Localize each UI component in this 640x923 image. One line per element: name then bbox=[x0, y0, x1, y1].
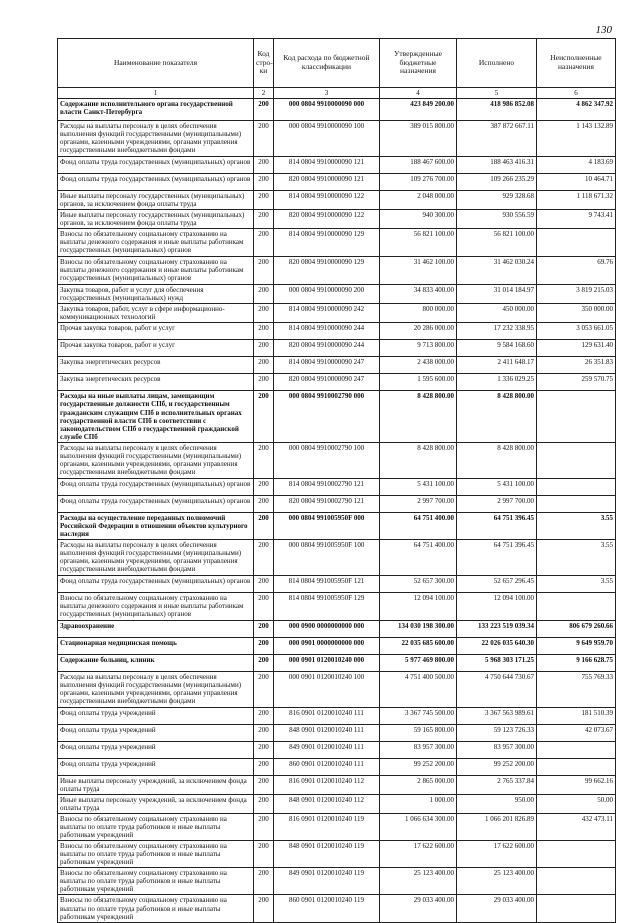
row-indicator-name: Фонд оплаты труда государственных (муниципальных) органов bbox=[58, 157, 254, 174]
row-executed: 1 066 201 826.89 bbox=[457, 814, 537, 841]
row-executed: 59 123 726.33 bbox=[457, 724, 537, 741]
row-expense-code: 000 0804 9910000090 100 bbox=[274, 121, 380, 157]
row-approved: 134 030 198 300.00 bbox=[380, 620, 457, 637]
row-expense-code: 820 0804 9910002790 121 bbox=[274, 495, 380, 512]
table-row bbox=[58, 758, 616, 775]
table-row bbox=[58, 257, 616, 285]
row-remaining: 3 053 661.05 bbox=[537, 323, 616, 340]
row-indicator-name: Стационарная медицинская помощь bbox=[58, 637, 254, 654]
row-remaining: 259 570.75 bbox=[537, 374, 616, 391]
row-executed: 8 428 800.00 bbox=[457, 442, 537, 478]
row-approved: 59 165 800.00 bbox=[380, 724, 457, 741]
row-indicator-name: Взносы по обязательному социальному страхованию на выплаты по оплате труда работников и иные выплаты работникам учреждений bbox=[58, 841, 254, 868]
row-executed: 52 657 296.45 bbox=[457, 575, 537, 592]
row-indicator-name: Расходы на иные выплаты лицам, замещающим государственные должности СПб, и государственным гражданским служащим СПб в исполнительных органах государственной власти СПб в соответствии с законодательством СПб о государственной гражданской службе СПб bbox=[58, 391, 254, 442]
header-approved: Утвержденные бюджетные назначения bbox=[380, 39, 457, 88]
column-number: 2 bbox=[254, 88, 274, 99]
row-line-code: 200 bbox=[254, 654, 274, 671]
row-remaining bbox=[537, 895, 616, 922]
table-row bbox=[58, 512, 616, 539]
row-expense-code: 848 0901 0120010240 111 bbox=[274, 724, 380, 741]
row-expense-code: 820 0804 9910000090 247 bbox=[274, 374, 380, 391]
row-approved: 2 438 000.00 bbox=[380, 357, 457, 374]
row-indicator-name: Закупка энергетических ресурсов bbox=[58, 357, 254, 374]
row-remaining bbox=[537, 229, 616, 257]
row-approved: 31 462 100.00 bbox=[380, 257, 457, 285]
table-row bbox=[58, 868, 616, 895]
row-expense-code: 848 0901 0120010240 119 bbox=[274, 841, 380, 868]
row-remaining: 10 464.71 bbox=[537, 174, 616, 191]
row-line-code: 200 bbox=[254, 285, 274, 304]
table-row bbox=[58, 391, 616, 442]
row-approved: 1 066 634 300.00 bbox=[380, 814, 457, 841]
row-indicator-name: Содержание больниц, клиник bbox=[58, 654, 254, 671]
row-approved: 1 595 600.00 bbox=[380, 374, 457, 391]
row-approved: 22 035 685 600.00 bbox=[380, 637, 457, 654]
row-remaining: 3.55 bbox=[537, 539, 616, 575]
row-remaining bbox=[537, 741, 616, 758]
column-number: 3 bbox=[274, 88, 380, 99]
column-number: 5 bbox=[457, 88, 537, 99]
row-executed: 9 584 168.60 bbox=[457, 340, 537, 357]
table-row bbox=[58, 620, 616, 637]
row-indicator-name: Закупка товаров, работ, услуг в сфере информационно-коммуникационных технологий bbox=[58, 304, 254, 323]
row-expense-code: 848 0901 0120010240 112 bbox=[274, 794, 380, 813]
table-row bbox=[58, 121, 616, 157]
row-indicator-name: Прочая закупка товаров, работ и услуг bbox=[58, 323, 254, 340]
row-remaining: 99 662.16 bbox=[537, 775, 616, 794]
row-remaining: 9 649 959.70 bbox=[537, 637, 616, 654]
row-line-code: 200 bbox=[254, 495, 274, 512]
row-approved: 64 751 400.00 bbox=[380, 512, 457, 539]
row-line-code: 200 bbox=[254, 121, 274, 157]
row-expense-code: 816 0901 0120010240 111 bbox=[274, 707, 380, 724]
table-row bbox=[58, 157, 616, 174]
row-line-code: 200 bbox=[254, 620, 274, 637]
row-line-code: 200 bbox=[254, 229, 274, 257]
budget-report-table bbox=[57, 38, 616, 923]
row-indicator-name: Взносы по обязательному социальному страхованию на выплаты по оплате труда работников и иные выплаты работникам учреждений bbox=[58, 868, 254, 895]
table-row bbox=[58, 741, 616, 758]
row-remaining: 432 473.11 bbox=[537, 814, 616, 841]
row-executed: 450 000.00 bbox=[457, 304, 537, 323]
row-line-code: 200 bbox=[254, 741, 274, 758]
row-indicator-name: Фонд оплаты труда учреждений bbox=[58, 707, 254, 724]
row-approved: 25 123 400.00 bbox=[380, 868, 457, 895]
row-line-code: 200 bbox=[254, 814, 274, 841]
row-remaining bbox=[537, 478, 616, 495]
row-expense-code: 814 0804 9910000090 122 bbox=[274, 191, 380, 210]
row-line-code: 200 bbox=[254, 257, 274, 285]
row-executed: 99 252 200.00 bbox=[457, 758, 537, 775]
row-executed: 188 463 416.31 bbox=[457, 157, 537, 174]
row-line-code: 200 bbox=[254, 442, 274, 478]
row-line-code: 200 bbox=[254, 210, 274, 229]
row-approved: 12 094 100.00 bbox=[380, 592, 457, 620]
row-remaining: 69.76 bbox=[537, 257, 616, 285]
row-executed: 950.00 bbox=[457, 794, 537, 813]
row-executed: 2 997 700.00 bbox=[457, 495, 537, 512]
table-row bbox=[58, 229, 616, 257]
row-approved: 29 033 400.00 bbox=[380, 895, 457, 922]
row-indicator-name: Расходы на выплаты персоналу в целях обеспечения выполнения функций государственными (муниципальными) органами, казенными учреждениями, органами управления государственными внебюджетными фондами bbox=[58, 539, 254, 575]
row-approved: 34 833 400.00 bbox=[380, 285, 457, 304]
row-executed: 31 462 030.24 bbox=[457, 257, 537, 285]
row-line-code: 200 bbox=[254, 357, 274, 374]
row-expense-code: 820 0804 9910000090 129 bbox=[274, 257, 380, 285]
row-line-code: 200 bbox=[254, 539, 274, 575]
row-approved: 8 428 800.00 bbox=[380, 442, 457, 478]
row-expense-code: 000 0901 0120010240 000 bbox=[274, 654, 380, 671]
row-executed: 5 431 100.00 bbox=[457, 478, 537, 495]
row-remaining bbox=[537, 442, 616, 478]
row-approved: 3 367 745 500.00 bbox=[380, 707, 457, 724]
row-expense-code: 849 0901 0120010240 119 bbox=[274, 868, 380, 895]
row-expense-code: 000 0804 991005950F 100 bbox=[274, 539, 380, 575]
row-executed: 109 266 235.29 bbox=[457, 174, 537, 191]
row-line-code: 200 bbox=[254, 340, 274, 357]
row-indicator-name: Фонд оплаты труда учреждений bbox=[58, 758, 254, 775]
table-row bbox=[58, 814, 616, 841]
row-approved: 99 252 200.00 bbox=[380, 758, 457, 775]
row-expense-code: 816 0901 0120010240 112 bbox=[274, 775, 380, 794]
row-indicator-name: Содержание исполнительного органа государственной власти Санкт-Петербурга bbox=[58, 99, 254, 121]
header-expense-code: Код расхода по бюджетной классификации bbox=[274, 39, 380, 88]
row-expense-code: 000 0901 0000000000 000 bbox=[274, 637, 380, 654]
row-line-code: 200 bbox=[254, 895, 274, 922]
row-remaining: 3.55 bbox=[537, 512, 616, 539]
row-expense-code: 000 0804 9910002790 000 bbox=[274, 391, 380, 442]
table-row bbox=[58, 478, 616, 495]
row-remaining bbox=[537, 868, 616, 895]
row-executed: 22 026 035 640.30 bbox=[457, 637, 537, 654]
row-remaining bbox=[537, 391, 616, 442]
row-executed: 64 751 396.45 bbox=[457, 512, 537, 539]
column-number: 1 bbox=[58, 88, 254, 99]
row-remaining bbox=[537, 495, 616, 512]
row-line-code: 200 bbox=[254, 868, 274, 895]
table-body bbox=[58, 99, 616, 923]
row-remaining: 129 631.40 bbox=[537, 340, 616, 357]
row-expense-code: 814 0804 9910000090 129 bbox=[274, 229, 380, 257]
row-executed: 4 750 644 730.67 bbox=[457, 671, 537, 707]
row-executed: 17 622 600.00 bbox=[457, 841, 537, 868]
table-row bbox=[58, 575, 616, 592]
row-approved: 20 286 000.00 bbox=[380, 323, 457, 340]
row-line-code: 200 bbox=[254, 478, 274, 495]
row-approved: 9 713 800.00 bbox=[380, 340, 457, 357]
row-remaining bbox=[537, 592, 616, 620]
row-expense-code: 820 0804 9910000090 121 bbox=[274, 174, 380, 191]
row-remaining: 350 000.00 bbox=[537, 304, 616, 323]
header-indicator-name: Наименование показателя bbox=[58, 39, 254, 88]
table-row bbox=[58, 794, 616, 813]
row-line-code: 200 bbox=[254, 707, 274, 724]
row-expense-code: 814 0804 991005950F 121 bbox=[274, 575, 380, 592]
row-line-code: 200 bbox=[254, 758, 274, 775]
row-remaining bbox=[537, 758, 616, 775]
row-approved: 188 467 600.00 bbox=[380, 157, 457, 174]
row-expense-code: 814 0804 9910000090 242 bbox=[274, 304, 380, 323]
row-indicator-name: Фонд оплаты труда учреждений bbox=[58, 724, 254, 741]
table-header-row bbox=[58, 39, 616, 88]
row-executed: 418 986 852.08 bbox=[457, 99, 537, 121]
header-line-code: Код стро- ки bbox=[254, 39, 274, 88]
row-remaining: 4 183.69 bbox=[537, 157, 616, 174]
row-expense-code: 000 0804 991005950F 000 bbox=[274, 512, 380, 539]
row-approved: 5 977 469 800.00 bbox=[380, 654, 457, 671]
row-expense-code: 820 0804 9910000090 122 bbox=[274, 210, 380, 229]
row-remaining: 806 679 260.66 bbox=[537, 620, 616, 637]
row-remaining: 181 510.39 bbox=[537, 707, 616, 724]
row-line-code: 200 bbox=[254, 671, 274, 707]
row-executed: 64 751 396.45 bbox=[457, 539, 537, 575]
row-indicator-name: Закупка товаров, работ и услуг для обеспечения государственных (муниципальных) нужд bbox=[58, 285, 254, 304]
row-approved: 5 431 100.00 bbox=[380, 478, 457, 495]
row-line-code: 200 bbox=[254, 374, 274, 391]
row-executed: 83 957 300.00 bbox=[457, 741, 537, 758]
row-expense-code: 860 0901 0120010240 119 bbox=[274, 895, 380, 922]
row-executed: 2 411 648.17 bbox=[457, 357, 537, 374]
row-approved: 52 657 300.00 bbox=[380, 575, 457, 592]
row-line-code: 200 bbox=[254, 575, 274, 592]
row-remaining: 42 073.67 bbox=[537, 724, 616, 741]
row-line-code: 200 bbox=[254, 592, 274, 620]
row-indicator-name: Иные выплаты персоналу учреждений, за исключением фонда оплаты труда bbox=[58, 775, 254, 794]
row-indicator-name: Расходы на выплаты персоналу в целях обеспечения выполнения функций государственными (муниципальными) органами, казенными учреждениями, органами управления государственными внебюджетными фондами bbox=[58, 121, 254, 157]
row-executed: 929 328.68 bbox=[457, 191, 537, 210]
table-row bbox=[58, 495, 616, 512]
row-line-code: 200 bbox=[254, 775, 274, 794]
header-remaining: Неисполненные назначения bbox=[537, 39, 616, 88]
row-remaining: 755 769.33 bbox=[537, 671, 616, 707]
row-line-code: 200 bbox=[254, 841, 274, 868]
table-row bbox=[58, 357, 616, 374]
row-approved: 64 751 400.00 bbox=[380, 539, 457, 575]
row-approved: 423 849 200.00 bbox=[380, 99, 457, 121]
row-approved: 940 300.00 bbox=[380, 210, 457, 229]
row-line-code: 200 bbox=[254, 391, 274, 442]
table-row bbox=[58, 724, 616, 741]
row-indicator-name: Взносы по обязательному социальному страхованию на выплаты денежного содержания и иные выплаты работникам государственных (муниципальных) органов bbox=[58, 592, 254, 620]
row-remaining: 50.00 bbox=[537, 794, 616, 813]
row-line-code: 200 bbox=[254, 191, 274, 210]
row-remaining: 3.55 bbox=[537, 575, 616, 592]
table-row bbox=[58, 895, 616, 922]
table-row bbox=[58, 654, 616, 671]
row-line-code: 200 bbox=[254, 157, 274, 174]
table-row bbox=[58, 340, 616, 357]
row-line-code: 200 bbox=[254, 794, 274, 813]
row-approved: 17 622 600.00 bbox=[380, 841, 457, 868]
row-executed: 1 336 029.25 bbox=[457, 374, 537, 391]
table-row bbox=[58, 304, 616, 323]
row-executed: 12 094 100.00 bbox=[457, 592, 537, 620]
row-line-code: 200 bbox=[254, 99, 274, 121]
row-executed: 56 821 100.00 bbox=[457, 229, 537, 257]
table-row bbox=[58, 174, 616, 191]
table-row bbox=[58, 191, 616, 210]
row-indicator-name: Расходы на выплаты персоналу в целях обеспечения выполнения функций государственными (муниципальными) органами, казенными учреждениями, органами управления государственными внебюджетными фондами bbox=[58, 442, 254, 478]
table-row bbox=[58, 539, 616, 575]
row-expense-code: 000 0901 0120010240 100 bbox=[274, 671, 380, 707]
row-line-code: 200 bbox=[254, 724, 274, 741]
row-remaining: 1 143 132.89 bbox=[537, 121, 616, 157]
row-approved: 109 276 700.00 bbox=[380, 174, 457, 191]
row-indicator-name: Фонд оплаты труда государственных (муниципальных) органов bbox=[58, 478, 254, 495]
row-approved: 8 428 800.00 bbox=[380, 391, 457, 442]
column-number: 6 bbox=[537, 88, 616, 99]
table-row bbox=[58, 99, 616, 121]
row-indicator-name: Фонд оплаты труда государственных (муниципальных) органов bbox=[58, 495, 254, 512]
row-remaining: 9 166 628.75 bbox=[537, 654, 616, 671]
row-executed: 17 232 338.95 bbox=[457, 323, 537, 340]
row-expense-code: 814 0804 9910000090 247 bbox=[274, 357, 380, 374]
table-row bbox=[58, 671, 616, 707]
row-expense-code: 814 0804 9910000090 121 bbox=[274, 157, 380, 174]
row-indicator-name: Иные выплаты персоналу государственных (муниципальных) органов, за исключением фонда оплаты труда bbox=[58, 191, 254, 210]
row-indicator-name: Расходы на выплаты персоналу в целях обеспечения выполнения функций государственными (муниципальными) органами, казенными учреждениями, органами управления государственными внебюджетными фондами bbox=[58, 671, 254, 707]
row-approved: 1 000.00 bbox=[380, 794, 457, 813]
table-row bbox=[58, 210, 616, 229]
table-row bbox=[58, 707, 616, 724]
row-remaining: 4 862 347.92 bbox=[537, 99, 616, 121]
row-expense-code: 814 0804 9910000090 244 bbox=[274, 323, 380, 340]
header-executed: Исполнено bbox=[457, 39, 537, 88]
page-number: 130 bbox=[595, 24, 612, 36]
row-approved: 2 865 000.00 bbox=[380, 775, 457, 794]
row-executed: 29 033 400.00 bbox=[457, 895, 537, 922]
row-executed: 387 872 667.11 bbox=[457, 121, 537, 157]
table-row bbox=[58, 637, 616, 654]
row-expense-code: 000 0804 9910000090 200 bbox=[274, 285, 380, 304]
table-row bbox=[58, 592, 616, 620]
row-indicator-name: Здравоохранение bbox=[58, 620, 254, 637]
row-approved: 389 015 800.00 bbox=[380, 121, 457, 157]
table-row bbox=[58, 374, 616, 391]
row-expense-code: 000 0804 9910000090 000 bbox=[274, 99, 380, 121]
row-expense-code: 816 0901 0120010240 119 bbox=[274, 814, 380, 841]
row-indicator-name: Закупка энергетических ресурсов bbox=[58, 374, 254, 391]
column-number-row bbox=[58, 88, 616, 99]
row-indicator-name: Прочая закупка товаров, работ и услуг bbox=[58, 340, 254, 357]
row-line-code: 200 bbox=[254, 637, 274, 654]
row-executed: 25 123 400.00 bbox=[457, 868, 537, 895]
table-row bbox=[58, 442, 616, 478]
row-expense-code: 000 0804 9910002790 100 bbox=[274, 442, 380, 478]
column-number: 4 bbox=[380, 88, 457, 99]
row-expense-code: 860 0901 0120010240 111 bbox=[274, 758, 380, 775]
row-approved: 4 751 400 500.00 bbox=[380, 671, 457, 707]
row-remaining bbox=[537, 841, 616, 868]
row-approved: 83 957 300.00 bbox=[380, 741, 457, 758]
row-executed: 5 968 303 171.25 bbox=[457, 654, 537, 671]
row-indicator-name: Фонд оплаты труда учреждений bbox=[58, 741, 254, 758]
row-line-code: 200 bbox=[254, 304, 274, 323]
row-line-code: 200 bbox=[254, 323, 274, 340]
row-indicator-name: Иные выплаты персоналу учреждений, за исключением фонда оплаты труда bbox=[58, 794, 254, 813]
row-executed: 930 556.59 bbox=[457, 210, 537, 229]
row-remaining: 26 351.83 bbox=[537, 357, 616, 374]
row-indicator-name: Взносы по обязательному социальному страхованию на выплаты по оплате труда работников и иные выплаты работникам учреждений bbox=[58, 814, 254, 841]
row-indicator-name: Иные выплаты персоналу государственных (муниципальных) органов, за исключением фонда оплаты труда bbox=[58, 210, 254, 229]
row-line-code: 200 bbox=[254, 512, 274, 539]
row-indicator-name: Расходы на осуществление переданных полномочий Российской Федерации в отношении объектов культурного наследия bbox=[58, 512, 254, 539]
table-row bbox=[58, 775, 616, 794]
row-expense-code: 849 0901 0120010240 111 bbox=[274, 741, 380, 758]
row-approved: 2 048 000.00 bbox=[380, 191, 457, 210]
row-approved: 2 997 700.00 bbox=[380, 495, 457, 512]
row-indicator-name: Взносы по обязательному социальному страхованию на выплаты денежного содержания и иные выплаты работникам государственных (муниципальных) органов bbox=[58, 229, 254, 257]
table-row bbox=[58, 323, 616, 340]
row-indicator-name: Взносы по обязательному социальному страхованию на выплаты денежного содержания и иные выплаты работникам государственных (муниципальных) органов bbox=[58, 257, 254, 285]
row-expense-code: 820 0804 9910000090 244 bbox=[274, 340, 380, 357]
row-expense-code: 000 0900 0000000000 000 bbox=[274, 620, 380, 637]
table-row bbox=[58, 841, 616, 868]
row-remaining: 9 743.41 bbox=[537, 210, 616, 229]
row-indicator-name: Фонд оплаты труда государственных (муниципальных) органов bbox=[58, 575, 254, 592]
row-line-code: 200 bbox=[254, 174, 274, 191]
row-executed: 31 014 184.97 bbox=[457, 285, 537, 304]
row-executed: 3 367 563 989.61 bbox=[457, 707, 537, 724]
row-executed: 133 223 519 039.34 bbox=[457, 620, 537, 637]
row-executed: 8 428 800.00 bbox=[457, 391, 537, 442]
row-expense-code: 814 0804 991005950F 129 bbox=[274, 592, 380, 620]
row-indicator-name: Фонд оплаты труда государственных (муниципальных) органов bbox=[58, 174, 254, 191]
row-executed: 2 765 337.84 bbox=[457, 775, 537, 794]
row-indicator-name: Взносы по обязательному социальному страхованию на выплаты по оплате труда работников и иные выплаты работникам учреждений bbox=[58, 895, 254, 922]
row-remaining: 1 118 671.32 bbox=[537, 191, 616, 210]
row-expense-code: 814 0804 9910002790 121 bbox=[274, 478, 380, 495]
row-remaining: 3 819 215.03 bbox=[537, 285, 616, 304]
table-row bbox=[58, 285, 616, 304]
row-approved: 56 821 100.00 bbox=[380, 229, 457, 257]
row-approved: 800 000.00 bbox=[380, 304, 457, 323]
